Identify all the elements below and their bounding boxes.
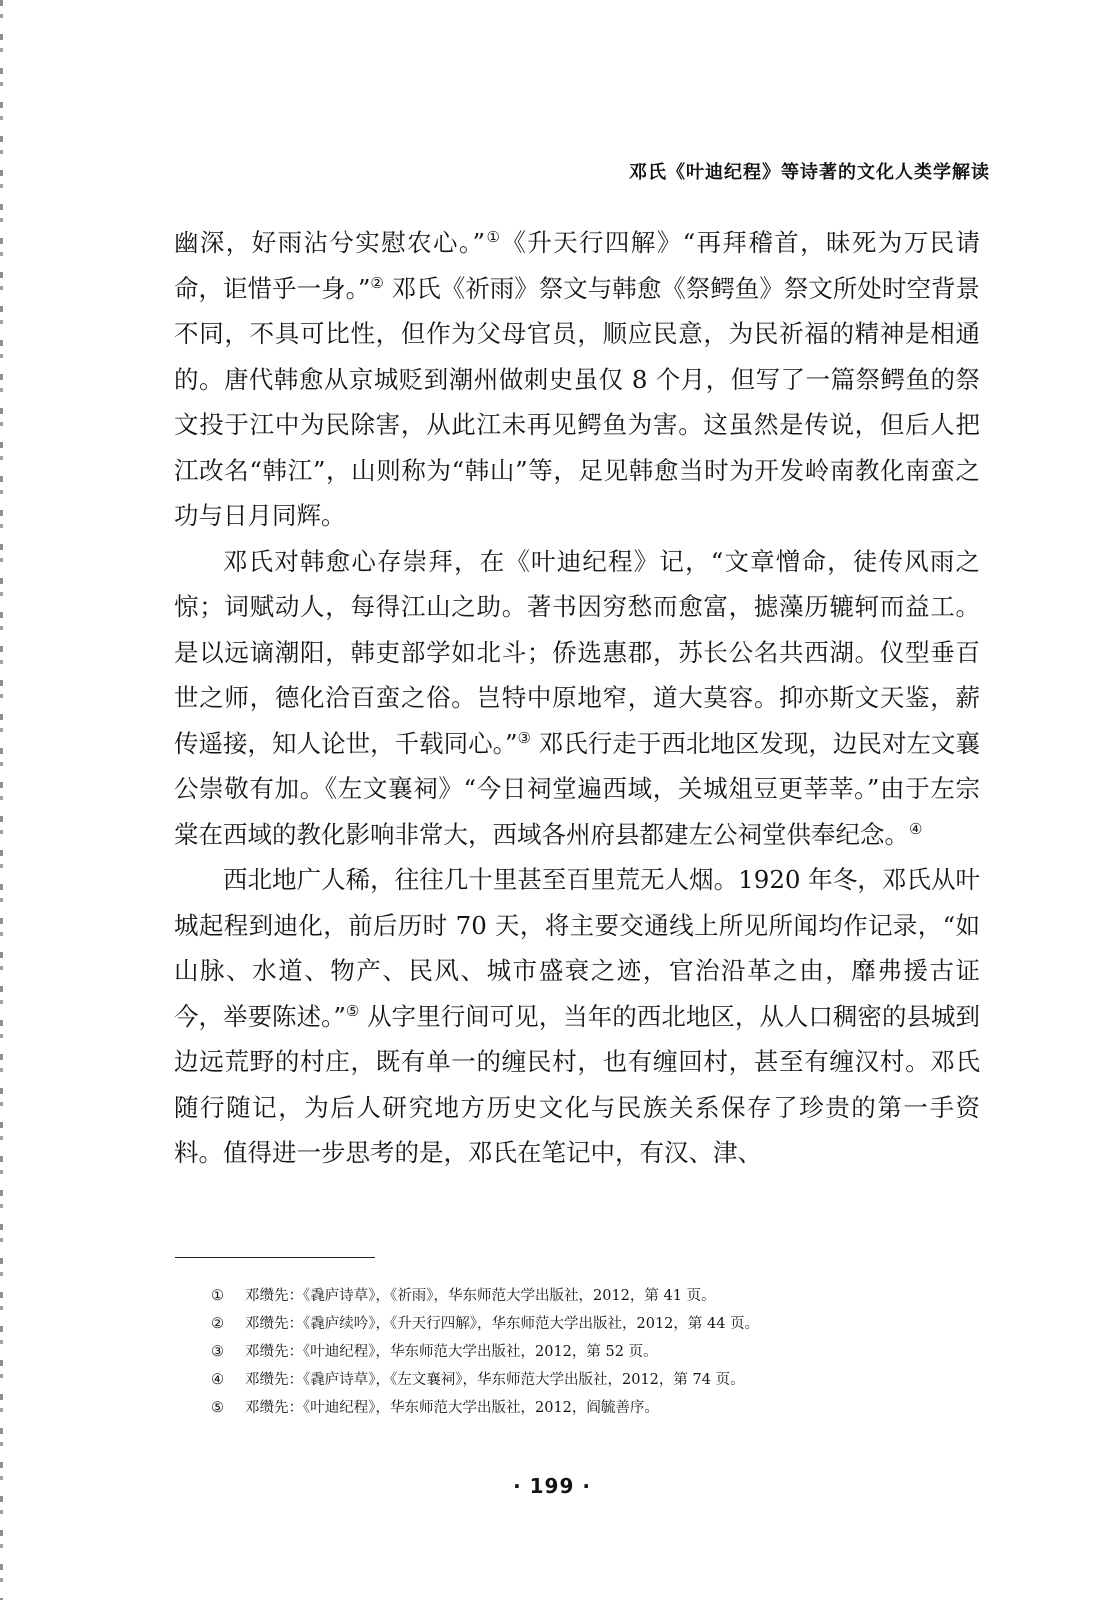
footnote-item xyxy=(211,1338,971,1366)
footnote-divider xyxy=(175,1257,375,1258)
paragraph-text: 西北地广人稀，往往几十里甚至百里荒无人烟。1920 年冬，邓氏从叶城起程到迪化，前后历时 70 天，将主要交通线上所见所闻均作记录，“如山脉、水道、物产、民风、城市盛衰之迹，官治沿革之由，靡弗援古证今，举要陈述。” xyxy=(174,865,980,1031)
footnote-mark: ① xyxy=(211,1288,224,1304)
footnote-mark: ⑤ xyxy=(211,1400,224,1416)
scan-edge-shadow xyxy=(0,0,3,1600)
footnote-text: 邓缵先：《毳庐诗草》，《祈雨》，华东师范大学出版社，2012，第 41 页。 xyxy=(245,1288,716,1304)
footnote-reference[interactable]: ④ xyxy=(909,819,923,838)
footnote-item xyxy=(211,1394,971,1422)
footnotes xyxy=(211,1282,971,1422)
footnote-reference[interactable]: ② xyxy=(370,273,384,292)
body-text xyxy=(174,220,980,1176)
footnote-text: 邓缵先：《毳庐续吟》，《升天行四解》，华东师范大学出版社，2012，第 44 页。 xyxy=(245,1316,760,1332)
footnote-mark: ② xyxy=(211,1316,224,1332)
paragraph-text: 邓氏对韩愈心存崇拜，在《叶迪纪程》记，“文章憎命，徒传风雨之惊；词赋动人，每得江山之助。著书因穷愁而愈富，摅藻历辘轲而益工。是以远谪潮阳，韩吏部学如北斗；侨选惠郡，苏长公名共西湖。仪型垂百世之师，德化洽百蛮之俗。岂特中原地窄，道大莫容。抑亦斯文天鉴，薪传遥接，知人论世，千载同心。” xyxy=(174,546,980,758)
footnote-reference[interactable]: ⑤ xyxy=(345,1001,360,1020)
footnote-item xyxy=(211,1282,971,1310)
paragraph xyxy=(174,220,980,539)
footnote-item xyxy=(211,1310,971,1338)
footnote-text: 邓缵先：《毳庐诗草》，《左文襄祠》，华东师范大学出版社，2012，第 74 页。 xyxy=(245,1372,745,1388)
footnote-text: 邓缵先：《叶迪纪程》，华东师范大学出版社，2012，阎毓善序。 xyxy=(245,1400,659,1416)
paragraph-text: 从字里行间可见，当年的西北地区，从人口稠密的县城到边远荒野的村庄，既有单一的缠民村，也有缠回村，甚至有缠汉村。邓氏随行随记，为后人研究地方历史文化与民族关系保存了珍贵的第一手资料。值得进一步思考的是，邓氏在笔记中，有汉、津、 xyxy=(174,1001,980,1167)
footnote-reference[interactable]: ① xyxy=(485,227,502,246)
paragraph-text: 邓氏《祈雨》祭文与韩愈《祭鳄鱼》祭文所处时空背景不同，不具可比性，但作为父母官员，顺应民意，为民祈福的精神是相通的。唐代韩愈从京城贬到潮州做刺史虽仅 8 个月，但写了一篇祭鳄鱼的祭文投于江中为民除害，从此江未再见鳄鱼为害。这虽然是传说，但后人把江改名“韩江”，山则称为“韩山”等，足见韩愈当时为开发岭南教化南蛮之功与日月同辉。 xyxy=(174,273,980,530)
paragraph-text: 邓氏行走于西北地区发现，边民对左文襄公崇敬有加。《左文襄祠》“今日祠堂遍西域，关城俎豆更莘莘。”由于左宗棠在西域的教化影响非常大，西域各州府县都建左公祠堂供奉纪念。 xyxy=(174,728,980,849)
footnote-item xyxy=(211,1366,971,1394)
footnote-mark: ③ xyxy=(211,1344,224,1360)
paragraph-text: 幽深，好雨沾兮实慰农心。” xyxy=(174,228,486,257)
running-head: 邓氏《叶迪纪程》等诗著的文化人类学解读 xyxy=(629,162,990,183)
footnote-text: 邓缵先：《叶迪纪程》，华东师范大学出版社，2012，第 52 页。 xyxy=(245,1344,658,1360)
page-number: · 199 · xyxy=(513,1474,591,1498)
footnote-mark: ④ xyxy=(211,1372,224,1388)
paragraph xyxy=(174,539,980,858)
paragraph xyxy=(174,857,980,1176)
paragraph-text: 《升天行四解》“再拜稽首，昧死为万民请命，讵惜乎一身。” xyxy=(174,228,980,303)
footnote-reference[interactable]: ③ xyxy=(517,728,531,747)
